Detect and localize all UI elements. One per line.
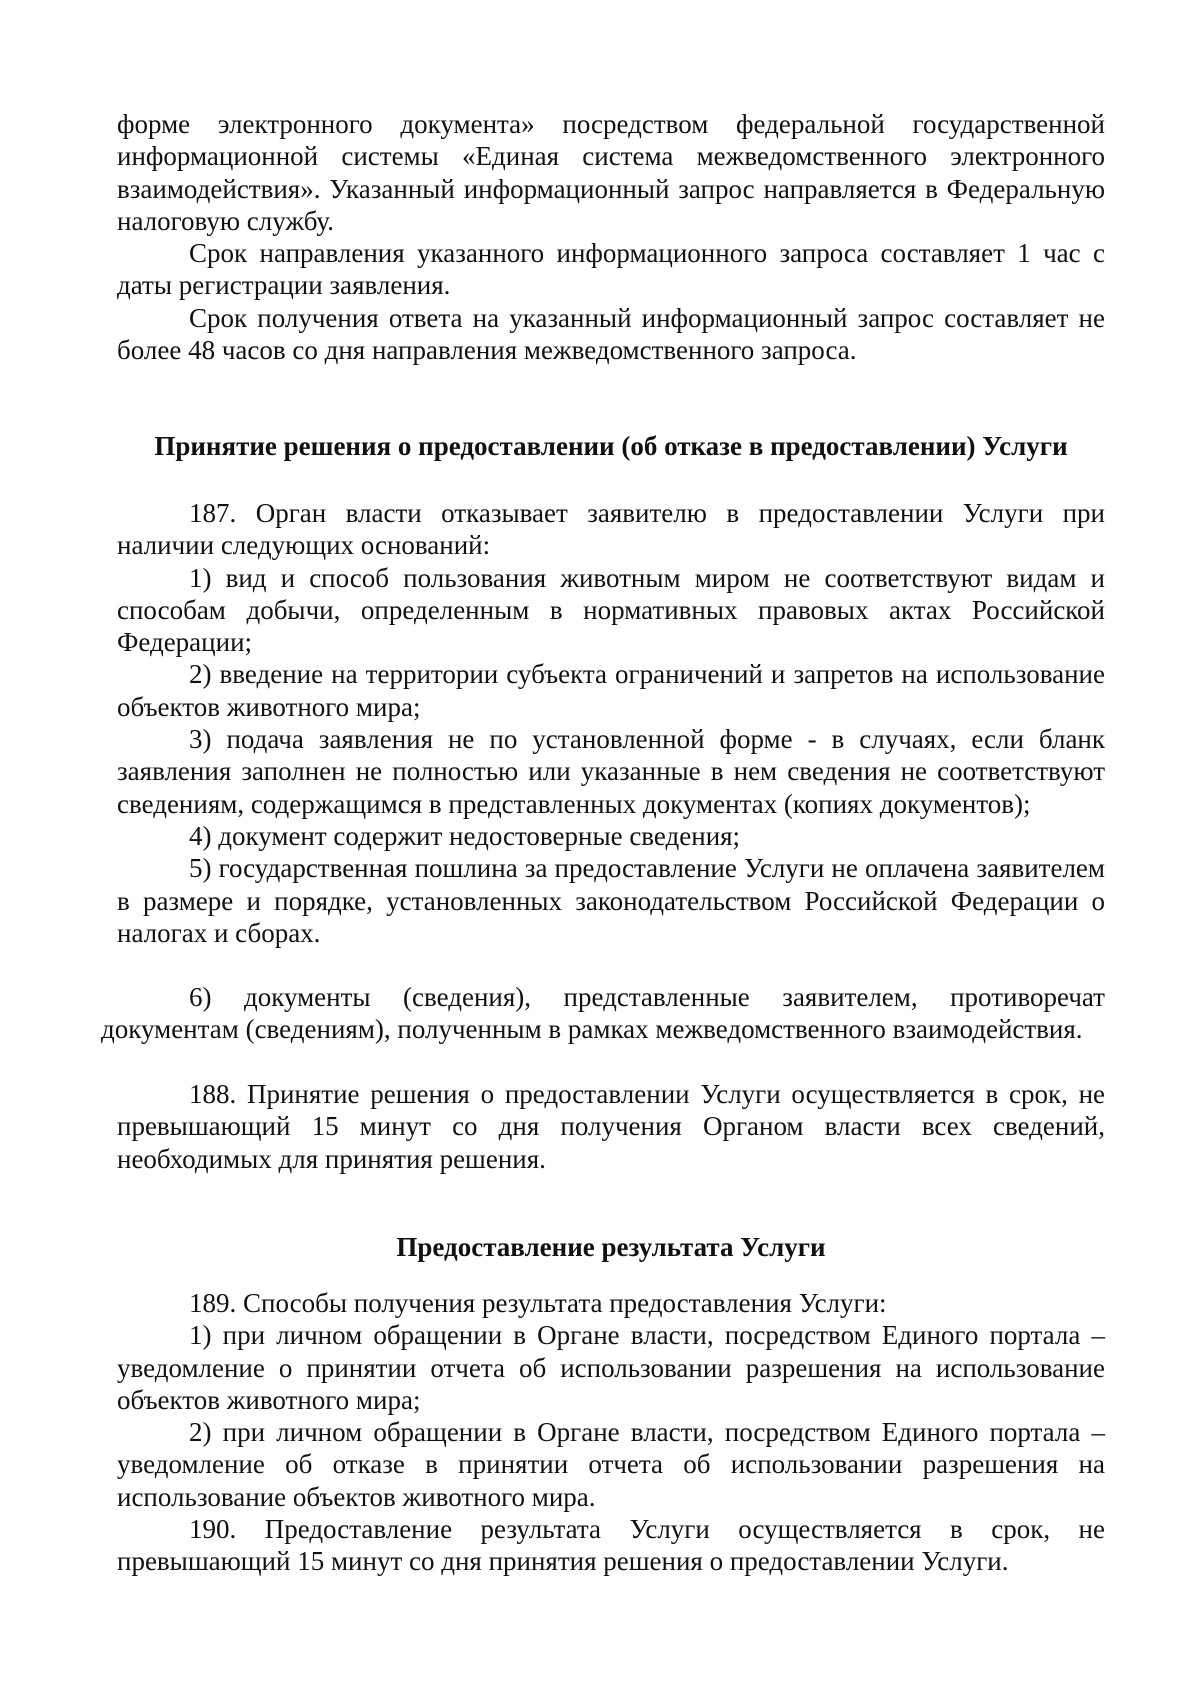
intro-paragraph-3: Срок получения ответа на указанный информационный запрос составляет не более 48 часов со дня направления межведомственного запроса. [117,302,1105,366]
refusal-ground-6: 6) документы (сведения), представленные заявителем, противоречат документам (сведениям), полученным в рамках межведомственного взаимодействия. [101,982,1105,1045]
section-decision-body [117,497,1105,949]
paragraph-188-block [117,1078,1105,1175]
paragraph-189: 189. Способы получения результата предоставления Услуги: [189,1288,887,1318]
paragraph-190: 190. Предоставление результата Услуги осуществляется в срок, не превышающий 15 минут со дня принятия решения о предоставлении Услуги. [117,1514,1105,1577]
intro-block [117,108,1105,366]
refusal-ground-3: 3) подача заявления не по установленной форме - в случаях, если бланк заявления заполнен не полностью или указанные в нем сведения не соответствуют сведениям, содержащимся в представленных документах (копиях документов); [117,724,1105,819]
paragraph-187: 187. Орган власти отказывает заявителю в предоставлении Услуги при наличии следующих оснований: [117,498,1105,561]
intro-paragraph-1: форме электронного документа» посредством федеральной государственной информационной системы «Единая система межведомственного электронного взаимодействия». Указанный информационный запрос направляется в Федеральную налоговую службу. [117,109,1105,236]
intro-paragraph-2: Срок направления указанного информационного запроса составляет 1 час с даты регистрации заявления. [117,238,1105,301]
refusal-ground-6-block [101,981,1105,1046]
refusal-ground-4: 4) документ содержит недостоверные сведения; [189,820,741,851]
section-result-body [117,1287,1105,1578]
section-heading-result: Предоставление результата Услуги [396,1232,826,1262]
result-method-1: 1) при личном обращении в Органе власти, посредством Единого портала – уведомление о принятии отчета об использовании разрешения на использование объектов животного мира; [117,1320,1105,1415]
refusal-ground-5: 5) государственная пошлина за предоставление Услуги не оплачена заявителем в размере и порядке, установленных законодательством Российской Федерации о налогах и сборах. [117,853,1105,948]
section-heading-decision: Принятие решения о предоставлении (об отказе в предоставлении) Услуги [154,431,1068,461]
refusal-ground-2: 2) введение на территории субъекта ограничений и запретов на использование объектов животного мира; [117,659,1105,722]
result-method-2: 2) при личном обращении в Органе власти, посредством Единого портала – уведомление об отказе в принятии отчета об использовании разрешения на использование объектов животного мира. [117,1417,1105,1512]
paragraph-188: 188. Принятие решения о предоставлении Услуги осуществляется в срок, не превышающий 15 минут со дня получения Органом власти всех сведений, необходимых для принятия решения. [117,1079,1105,1174]
refusal-ground-1: 1) вид и способ пользования животным миром не соответствуют видам и способам добычи, определенным в нормативных правовых актах Российской Федерации; [117,562,1105,658]
